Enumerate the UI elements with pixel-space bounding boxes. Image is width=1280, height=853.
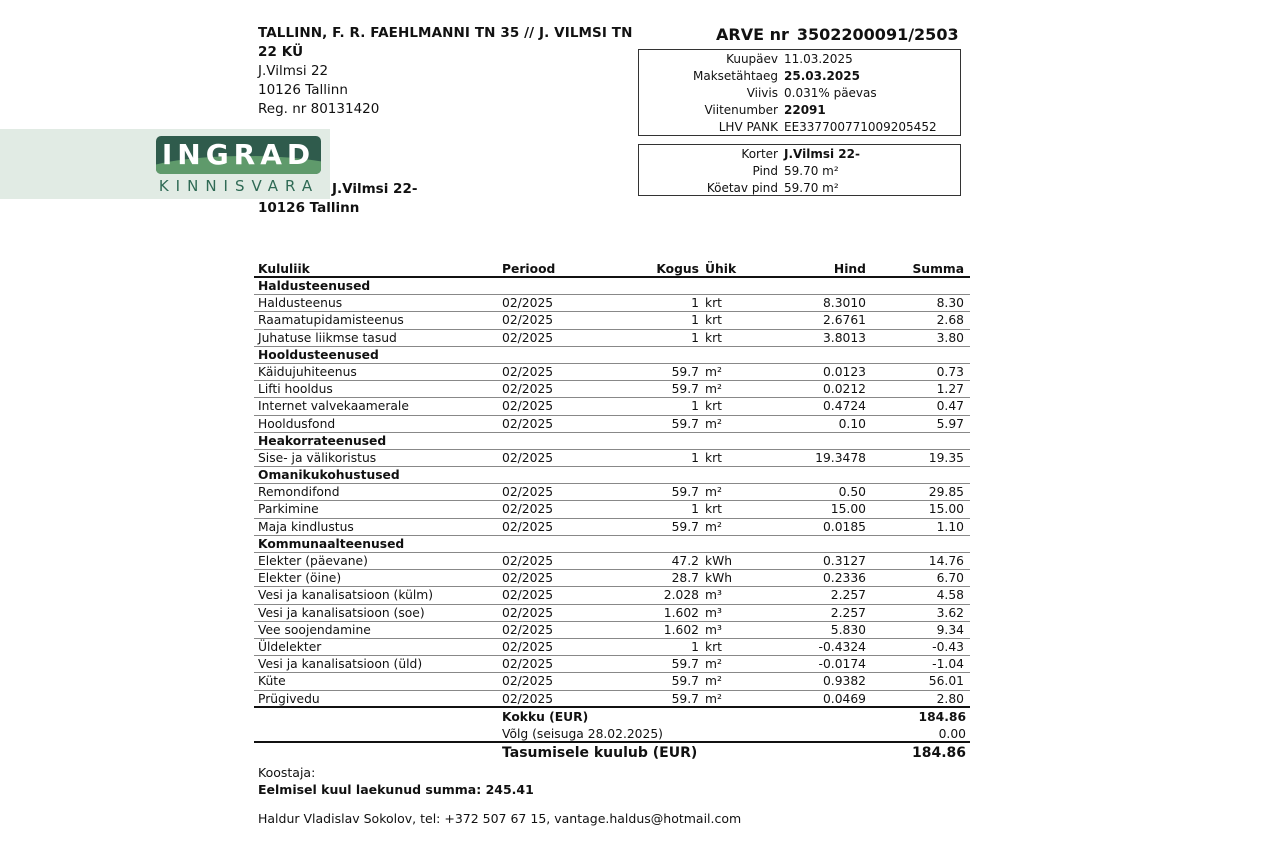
cell-name: Haldusteenus (258, 296, 343, 311)
invoice-details-box (638, 49, 961, 136)
cell-unit: krt (705, 450, 722, 465)
table-row (254, 570, 970, 587)
header-name: Kululiik (258, 262, 310, 276)
total-row (254, 709, 970, 726)
cell-qty: 1 (691, 296, 699, 311)
cell-qty: 1 (691, 330, 699, 345)
table-row (254, 364, 970, 381)
detail-row (639, 163, 960, 180)
cell-sum: -0.43 (932, 639, 964, 654)
cell-sum: 3.62 (936, 605, 964, 620)
cell-period: 02/2025 (502, 416, 554, 431)
invoice-label: ARVE nr (716, 25, 789, 44)
detail-value: 59.70 m² (784, 181, 839, 195)
cell-unit: kWh (705, 571, 733, 586)
cell-period: 02/2025 (502, 605, 554, 620)
detail-value: 59.70 m² (784, 164, 839, 178)
table-row (254, 656, 970, 673)
table-row (254, 691, 970, 708)
cell-price: 19.3478 (815, 450, 866, 465)
cell-unit: krt (705, 313, 722, 328)
cell-qty: 1 (691, 399, 699, 414)
header-qty: Kogus (656, 262, 699, 276)
cell-unit: m² (705, 382, 722, 397)
cell-period: 02/2025 (502, 382, 554, 397)
cell-unit: krt (705, 296, 722, 311)
table-row (254, 587, 970, 604)
cell-sum: 2.68 (936, 313, 964, 328)
cell-name: Remondifond (258, 485, 340, 500)
cell-price: 0.0212 (822, 382, 866, 397)
issuer-address-line2: 10126 Tallinn (258, 82, 348, 98)
group-title: Kommunaalteenused (258, 536, 405, 551)
cell-sum: 14.76 (928, 554, 964, 568)
cell-qty: 28.7 (671, 571, 699, 586)
table-row (254, 330, 970, 347)
cell-name: Parkimine (258, 502, 319, 517)
table-row (254, 605, 970, 622)
detail-value: EE337700771009205452 (784, 120, 937, 134)
cell-period: 02/2025 (502, 657, 554, 672)
cell-qty: 2.028 (663, 588, 699, 603)
logo-main-text: INGRAD (161, 138, 316, 171)
detail-row (639, 146, 960, 163)
detail-row (639, 119, 960, 136)
cell-sum: 0.73 (936, 364, 964, 379)
recipient-line1: J.Vilmsi 22- (332, 181, 418, 197)
detail-label: Kuupäev (726, 52, 778, 66)
group-title: Heakorrateenused (258, 433, 387, 448)
cell-period: 02/2025 (502, 364, 554, 379)
cell-unit: m² (705, 691, 722, 706)
cell-qty: 1 (691, 502, 699, 517)
detail-label: Köetav pind (706, 181, 778, 195)
cell-name: Elekter (päevane) (258, 554, 368, 568)
cell-price: 8.3010 (822, 296, 866, 311)
debt-row (254, 726, 970, 743)
cell-period: 02/2025 (502, 588, 554, 603)
cell-name: Elekter (öine) (258, 571, 342, 586)
issuer-address-line1: J.Vilmsi 22 (258, 63, 329, 79)
table-row (254, 398, 970, 415)
cell-sum: 4.58 (936, 588, 964, 603)
cell-price: -0.4324 (818, 639, 866, 654)
cell-qty: 59.7 (671, 485, 699, 500)
cell-unit: m³ (705, 588, 722, 603)
cell-qty: 1.602 (663, 622, 699, 637)
cell-price: 0.4724 (822, 399, 866, 414)
cell-name: Vesi ja kanalisatsioon (külm) (258, 588, 434, 603)
invoice-title (716, 25, 959, 44)
cell-qty: 59.7 (671, 519, 699, 534)
cell-qty: 59.7 (671, 364, 699, 379)
table-row (254, 639, 970, 656)
cell-name: Internet valvekaamerale (258, 399, 409, 414)
cell-name: Raamatupidamisteenus (258, 313, 404, 328)
cell-name: Prügivedu (258, 691, 320, 706)
detail-label: Korter (741, 147, 778, 161)
cell-unit: m² (705, 416, 722, 431)
cell-qty: 59.7 (671, 382, 699, 397)
header-price: Hind (833, 262, 866, 276)
previous-payment: Eelmisel kuul laekunud summa: 245.41 (258, 782, 534, 797)
cell-unit: m² (705, 657, 722, 672)
cell-name: Sise- ja välikoristus (258, 450, 377, 465)
contact-info: Haldur Vladislav Sokolov, tel: +372 507 67 15, vantage.haldus@hotmail.com (258, 811, 742, 826)
cell-sum: 0.47 (936, 399, 964, 414)
cell-price: 2.257 (830, 588, 866, 603)
detail-value: 0.031% päevas (784, 86, 877, 100)
detail-value: 11.03.2025 (784, 52, 853, 66)
cell-qty: 1 (691, 450, 699, 465)
cell-name: Käidujuhiteenus (258, 364, 357, 379)
totals-block (254, 709, 970, 763)
cell-unit: m² (705, 519, 722, 534)
payable-value: 184.86 (911, 745, 966, 761)
cell-sum: 8.30 (936, 296, 964, 311)
cell-unit: m² (705, 674, 722, 689)
cell-unit: m³ (705, 622, 722, 637)
cell-qty: 59.7 (671, 416, 699, 431)
group-header-row (254, 536, 970, 553)
cell-period: 02/2025 (502, 399, 554, 414)
detail-label: Pind (752, 164, 778, 178)
cell-name: Lifti hooldus (258, 382, 333, 397)
cell-name: Üldelekter (258, 639, 322, 654)
cell-period: 02/2025 (502, 502, 554, 517)
cell-sum: 5.97 (936, 416, 964, 431)
cell-unit: krt (705, 399, 722, 414)
table-body (254, 278, 970, 708)
cell-name: Küte (258, 674, 286, 689)
cell-price: 0.10 (838, 416, 866, 431)
cell-period: 02/2025 (502, 554, 554, 568)
detail-row (639, 68, 960, 85)
cell-qty: 47.2 (671, 554, 699, 568)
table-row (254, 295, 970, 312)
cell-period: 02/2025 (502, 330, 554, 345)
detail-value: 25.03.2025 (784, 69, 860, 83)
cell-price: 15.00 (830, 502, 866, 517)
cell-name: Vee soojendamine (258, 622, 371, 637)
total-label: Kokku (EUR) (502, 710, 589, 724)
cell-qty: 1.602 (663, 605, 699, 620)
cell-unit: kWh (705, 554, 733, 568)
table-row (254, 553, 970, 570)
cell-name: Juhatuse liikmse tasud (258, 330, 397, 345)
detail-row (639, 102, 960, 119)
group-header-row (254, 467, 970, 484)
cell-price: -0.0174 (818, 657, 866, 672)
cell-sum: 15.00 (928, 502, 964, 517)
cell-sum: 2.80 (936, 691, 964, 706)
issuer-name: TALLINN, F. R. FAEHLMANNI TN 35 // J. VILMSI TN 22 KÜ (258, 25, 633, 60)
company-logo (156, 136, 322, 196)
cell-qty: 59.7 (671, 691, 699, 706)
issuer-reg-nr: Reg. nr 80131420 (258, 101, 380, 117)
cell-qty: 1 (691, 639, 699, 654)
payable-row (254, 743, 970, 763)
cell-sum: 1.10 (936, 519, 964, 534)
header-unit: Ühik (705, 262, 737, 276)
group-title: Omanikukohustused (258, 468, 400, 483)
header-period: Periood (502, 262, 556, 276)
cell-period: 02/2025 (502, 674, 554, 689)
logo-house-icon (156, 136, 321, 174)
table-row (254, 519, 970, 536)
cell-price: 0.50 (838, 485, 866, 500)
cell-qty: 1 (691, 313, 699, 328)
cell-sum: 3.80 (936, 330, 964, 345)
detail-value: 22091 (784, 103, 826, 117)
cell-price: 0.9382 (822, 674, 866, 689)
cell-price: 0.0123 (822, 364, 866, 379)
recipient-line2: 10126 Tallinn (258, 200, 360, 216)
debt-label: Võlg (seisuga 28.02.2025) (502, 727, 663, 741)
table-header (254, 262, 970, 278)
issuer-block (258, 24, 648, 119)
cell-price: 2.257 (830, 605, 866, 620)
cell-period: 02/2025 (502, 485, 554, 500)
cell-price: 0.2336 (822, 571, 866, 586)
cell-unit: krt (705, 639, 722, 654)
cell-period: 02/2025 (502, 622, 554, 637)
cell-unit: m² (705, 485, 722, 500)
table-row (254, 312, 970, 329)
cell-price: 0.0469 (822, 691, 866, 706)
cell-period: 02/2025 (502, 450, 554, 465)
compiler-label: Koostaja: (258, 765, 316, 780)
cell-sum: 9.34 (936, 622, 964, 637)
detail-label: LHV PANK (718, 120, 778, 134)
logo-sub-text: KINNISVARA (158, 177, 320, 195)
total-value: 184.86 (918, 710, 966, 724)
cell-sum: -1.04 (932, 657, 964, 672)
header-sum: Summa (912, 262, 964, 276)
cell-name: Maja kindlustus (258, 519, 354, 534)
apartment-details-box (638, 144, 961, 196)
table-row (254, 501, 970, 518)
cell-price: 0.0185 (822, 519, 866, 534)
cell-period: 02/2025 (502, 296, 554, 311)
cell-unit: m³ (705, 605, 722, 620)
table-row (254, 416, 970, 433)
cell-period: 02/2025 (502, 519, 554, 534)
detail-label: Maksetähtaeg (692, 69, 778, 83)
cell-sum: 6.70 (936, 571, 964, 586)
cell-unit: krt (705, 330, 722, 345)
table-row (254, 484, 970, 501)
detail-label: Viivis (746, 86, 778, 100)
detail-row (639, 180, 960, 197)
debt-value: 0.00 (938, 727, 966, 741)
cell-price: 2.6761 (822, 313, 866, 328)
cell-price: 0.3127 (822, 554, 866, 568)
cell-period: 02/2025 (502, 313, 554, 328)
cell-sum: 29.85 (928, 485, 964, 500)
charges-table (254, 262, 970, 708)
cell-qty: 59.7 (671, 657, 699, 672)
group-title: Haldusteenused (258, 279, 371, 293)
group-header-row (254, 278, 970, 295)
cell-price: 3.8013 (822, 330, 866, 345)
cell-qty: 59.7 (671, 674, 699, 689)
cell-period: 02/2025 (502, 639, 554, 654)
cell-name: Vesi ja kanalisatsioon (üld) (258, 657, 423, 672)
group-header-row (254, 433, 970, 450)
cell-unit: krt (705, 502, 722, 517)
detail-label: Viitenumber (704, 103, 778, 117)
cell-price: 5.830 (830, 622, 866, 637)
cell-name: Hooldusfond (258, 416, 336, 431)
detail-row (639, 51, 960, 68)
detail-row (639, 85, 960, 102)
table-row (254, 673, 970, 690)
table-row (254, 381, 970, 398)
invoice-number: 3502200091/2503 (796, 25, 959, 44)
cell-sum: 19.35 (928, 450, 964, 465)
group-header-row (254, 347, 970, 364)
footer (258, 764, 741, 827)
group-title: Hooldusteenused (258, 347, 379, 362)
table-row (254, 622, 970, 639)
cell-sum: 1.27 (936, 382, 964, 397)
detail-value: J.Vilmsi 22- (784, 147, 860, 161)
cell-period: 02/2025 (502, 691, 554, 706)
cell-name: Vesi ja kanalisatsioon (soe) (258, 605, 425, 620)
cell-period: 02/2025 (502, 571, 554, 586)
payable-label: Tasumisele kuulub (EUR) (502, 745, 698, 761)
cell-unit: m² (705, 364, 722, 379)
cell-sum: 56.01 (928, 674, 964, 689)
table-row (254, 450, 970, 467)
